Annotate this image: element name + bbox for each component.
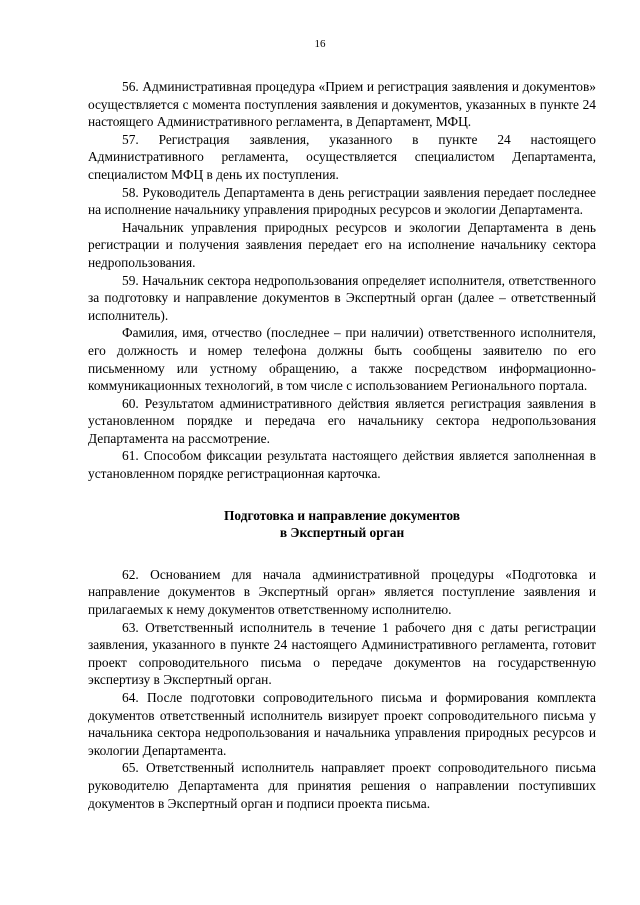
- paragraph-62: 62. Основанием для начала административной процедуры «Подготовка и направление документов в Экспертный орган» является поступление заявления и прилагаемых к нему документов ответственному исполнителю.: [88, 566, 596, 618]
- paragraph-57: 57. Регистрация заявления, указанного в пункте 24 настоящего Административного регламента, осуществляется специалистом Департамента, специалистом МФЦ в день их поступления.: [88, 131, 596, 182]
- paragraph-64: 64. После подготовки сопроводительного письма и формирования комплекта документов ответственный исполнитель визирует проект сопроводительного письма у начальника сектора недропользования и начальника управления природных ресурсов и экологии Департамента.: [88, 690, 596, 758]
- section-heading-line-2: в Экспертный орган: [279, 525, 405, 541]
- section-heading: [88, 507, 596, 542]
- paragraph-63: 63. Ответственный исполнитель в течение 1 рабочего дня с даты регистрации заявления, указанного в пункте 24 настоящего Административного регламента, готовит проект сопроводительного письма о передаче документов на государственную экспертизу в Экспертный орган.: [88, 619, 596, 688]
- paragraph-56: 56. Административная процедура «Прием и регистрация заявления и документов» осуществляется с момента поступления заявления и документов, указанных в пункте 24 настоящего Административного регламента, в Департамент, МФЦ.: [88, 79, 596, 130]
- paragraph-61: 61. Способом фиксации результата настоящего действия является заполненная в установленном порядке регистрационная карточка.: [88, 448, 596, 482]
- paragraph-65: 65. Ответственный исполнитель направляет проект сопроводительного письма руководителю Департамента для принятия решения о направлении поступивших документов в Экспертный орган и подписи проекта письма.: [88, 760, 596, 811]
- paragraph-59: 59. Начальник сектора недропользования определяет исполнителя, ответственного за подготовку и направление документов в Экспертный орган (далее – ответственный исполнитель).: [88, 272, 596, 323]
- paragraph-59-continued: Фамилия, имя, отчество (последнее – при наличии) ответственного исполнителя, его должность и номер телефона должны быть сообщены заявителю по его письменному или устному обращению, а также посредством информационно-коммуникационных технологий, в том числе с использованием Регионального портала.: [88, 325, 596, 394]
- paragraph-60: 60. Результатом административного действия является регистрация заявления в установленном порядке и передача его начальнику сектора недропользования Департамента на рассмотрение.: [88, 395, 596, 446]
- paragraph-58: 58. Руководитель Департамента в день регистрации заявления передает последнее на исполнение начальнику управления природных ресурсов и экологии Департамента.: [88, 184, 596, 218]
- page-number: 16: [314, 38, 326, 50]
- document-body: [88, 78, 596, 812]
- paragraph-58-continued: Начальник управления природных ресурсов и экологии Департамента в день регистрации и получения заявления передает его на исполнение начальнику сектора недропользования.: [88, 219, 596, 270]
- section-heading-line-1: Подготовка и направление документов: [224, 507, 460, 523]
